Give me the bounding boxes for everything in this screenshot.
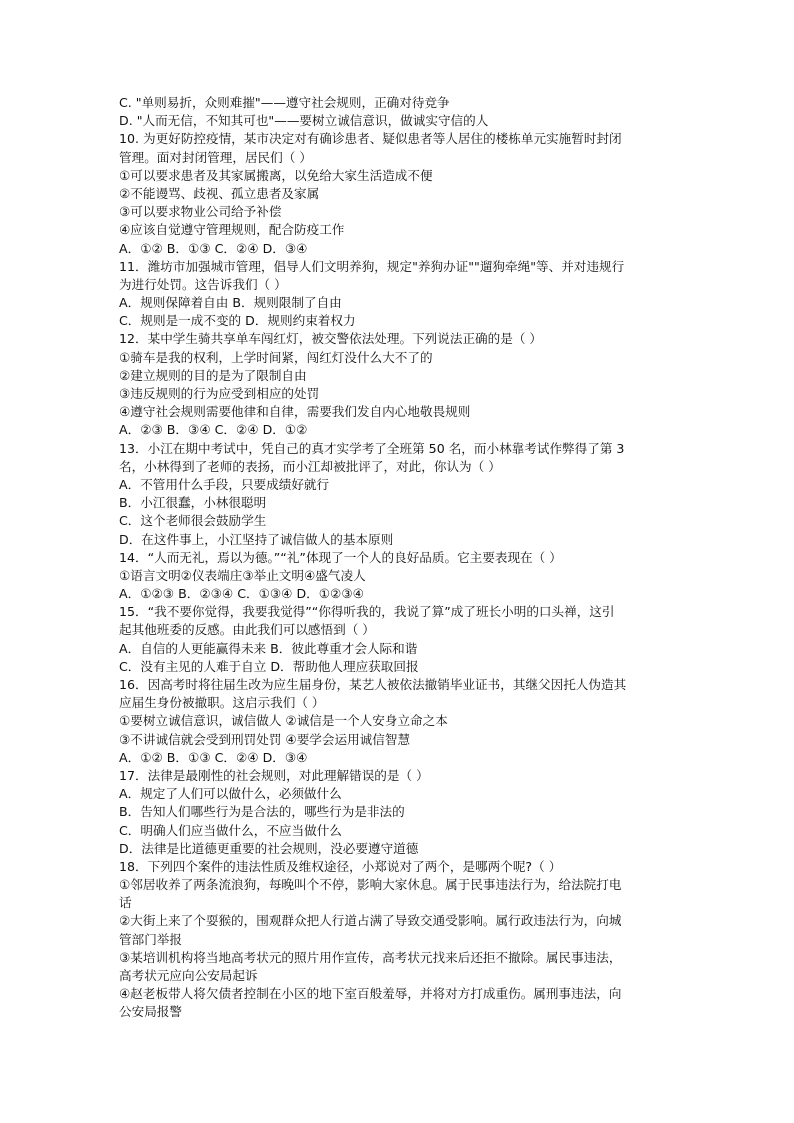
text-line: 起其他班委的反感。由此我们可以感悟到（ ） xyxy=(119,622,375,638)
text-line: 17．法律是最刚性的社会规则，对此理解错误的是（ ） xyxy=(119,767,429,783)
text-line: ②大街上来了个耍猴的，围观群众把人行道占满了导致交通受影响。属行政违法行为，向城 xyxy=(119,913,622,929)
text-line: 高考状元应向公安局起诉 xyxy=(119,968,258,983)
text-line: ③某培训机构将当地高考状元的照片用作宣传，高考状元找来后还拒不撤除。属民事违法， xyxy=(119,949,622,965)
text-line: 管部门举报 xyxy=(119,931,182,947)
text-line: 14．“人而无礼，焉以为德。”“礼”体现了一个人的良好品质。它主要表现在（ ） xyxy=(119,549,562,565)
text-line: A．自信的人更能赢得未来 B．彼此尊重才会人际和谐 xyxy=(119,640,418,656)
text-line: D．法律是比道德更重要的社会规则，没必要遵守道德 xyxy=(119,840,419,856)
text-line: A．②③ B．③④ C．②④ D．①② xyxy=(119,422,308,438)
text-line: D．在这件事上，小江坚持了诚信做人的基本原则 xyxy=(119,531,394,547)
text-line: B．小江很蠢，小林很聪明 xyxy=(119,495,267,511)
text-line: 10. 为更好防控疫情，某市决定对有确诊患者、疑似患者等人居住的楼栋单元实施暂时封闭 xyxy=(119,131,622,147)
text-line: 16．因高考时将往届生改为应生届身份，某艺人被依法撤销毕业证书，其继父因托人伪造其 xyxy=(119,677,627,692)
text-line: D. "人而无信，不知其可也"——要树立诚信意识，做诚实守信的人 xyxy=(119,113,489,129)
text-line: ④应该自觉遵守管理规则，配合防疫工作 xyxy=(119,222,345,238)
text-line: 应届生身份被撤职。这启示我们（ ） xyxy=(119,695,325,711)
text-line: C．这个老师很会鼓励学生 xyxy=(119,513,267,529)
text-line: 12．某中学生骑共享单车闯红灯，被交警依法处理。下列说法正确的是（ ） xyxy=(119,331,543,347)
text-line: C. "单则易折，众则难摧"——遵守社会规则，正确对待竞争 xyxy=(119,95,450,110)
text-line: A．规则保障着自由 B．规则限制了自由 xyxy=(119,295,342,311)
text-line: A．①② B．①③ C．②④ D．③④ xyxy=(119,240,308,256)
text-line: ④遵守社会规则需要他律和自律，需要我们发自内心地敬畏规则 xyxy=(119,404,471,420)
text-line: A．不管用什么手段，只要成绩好就行 xyxy=(119,476,330,492)
text-line: C．规则是一成不变的 D．规则约束着权力 xyxy=(119,313,356,329)
text-line: A．①②③ B．②③④ C．①③④ D．①②③④ xyxy=(119,586,364,602)
text-line: ①可以要求患者及其家属搬离，以免给大家生活造成不便 xyxy=(119,167,433,183)
text-line: 15．“我不要你觉得，我要我觉得”“你得听我的，我说了算”成了班长小明的口头禅，这引 xyxy=(119,604,615,620)
text-line: A．①② B．①③ C．②④ D．③④ xyxy=(119,749,308,765)
text-line: ②不能谩骂、歧视、孤立患者及家属 xyxy=(119,185,320,201)
text-line: ①语言文明②仪表端庄③举止文明④盛气凌人 xyxy=(119,567,366,583)
text-line: ③不讲诚信就会受到刑罚处罚 ④要学会运用诚信智慧 xyxy=(119,731,411,747)
text-line: A．规定了人们可以做什么，必须做什么 xyxy=(119,786,342,802)
text-line: ②建立规则的目的是为了限制自由 xyxy=(119,367,307,383)
text-line: B．告知人们哪些行为是合法的，哪些行为是非法的 xyxy=(119,804,405,820)
text-line: 11．潍坊市加强城市管理，倡导人们文明养狗，规定"养狗办证""遛狗牵绳"等、并对违规行 xyxy=(119,258,625,274)
text-line: 名，小林得到了老师的表扬，而小江却被批评了，对此，你认为（ ） xyxy=(119,458,501,474)
text-line: ①骑车是我的权利，上学时间紧，闯红灯没什么大不了的 xyxy=(119,349,433,365)
text-line: 管理。面对封闭管理，居民们（ ） xyxy=(119,149,312,165)
text-line: ①邻居收养了两条流浪狗，每晚叫个不停，影响大家休息。属于民事违法行为，给法院打电 xyxy=(119,877,622,893)
text-line: 18．下列四个案件的违法性质及维权途径，小郑说对了两个，是哪两个呢?（ ） xyxy=(119,858,562,874)
text-line: 话 xyxy=(119,895,132,911)
text-line: C．明确人们应当做什么，不应当做什么 xyxy=(119,822,342,838)
text-line: ④赵老板带人将欠债者控制在小区的地下室百般羞辱，并将对方打成重伤。属刑事违法，向 xyxy=(119,986,622,1002)
text-line: 为进行处罚。这告诉我们（ ） xyxy=(119,276,287,292)
text-line: 公安局报警 xyxy=(119,1004,182,1020)
text-line: ①要树立诚信意识，诚信做人 ②诚信是一个人安身立命之本 xyxy=(119,713,448,729)
text-line: ③可以要求物业公司给予补偿 xyxy=(119,204,282,220)
text-line: ③违反规则的行为应受到相应的处罚 xyxy=(119,386,320,401)
text-line: 13．小江在期中考试中，凭自己的真才实学考了全班第 50 名，而小林靠考试作弊得了第 3 xyxy=(119,440,625,456)
text-line: C．没有主见的人难于自立 D．帮助他人理应获取回报 xyxy=(119,658,419,674)
document-page xyxy=(119,94,689,1022)
